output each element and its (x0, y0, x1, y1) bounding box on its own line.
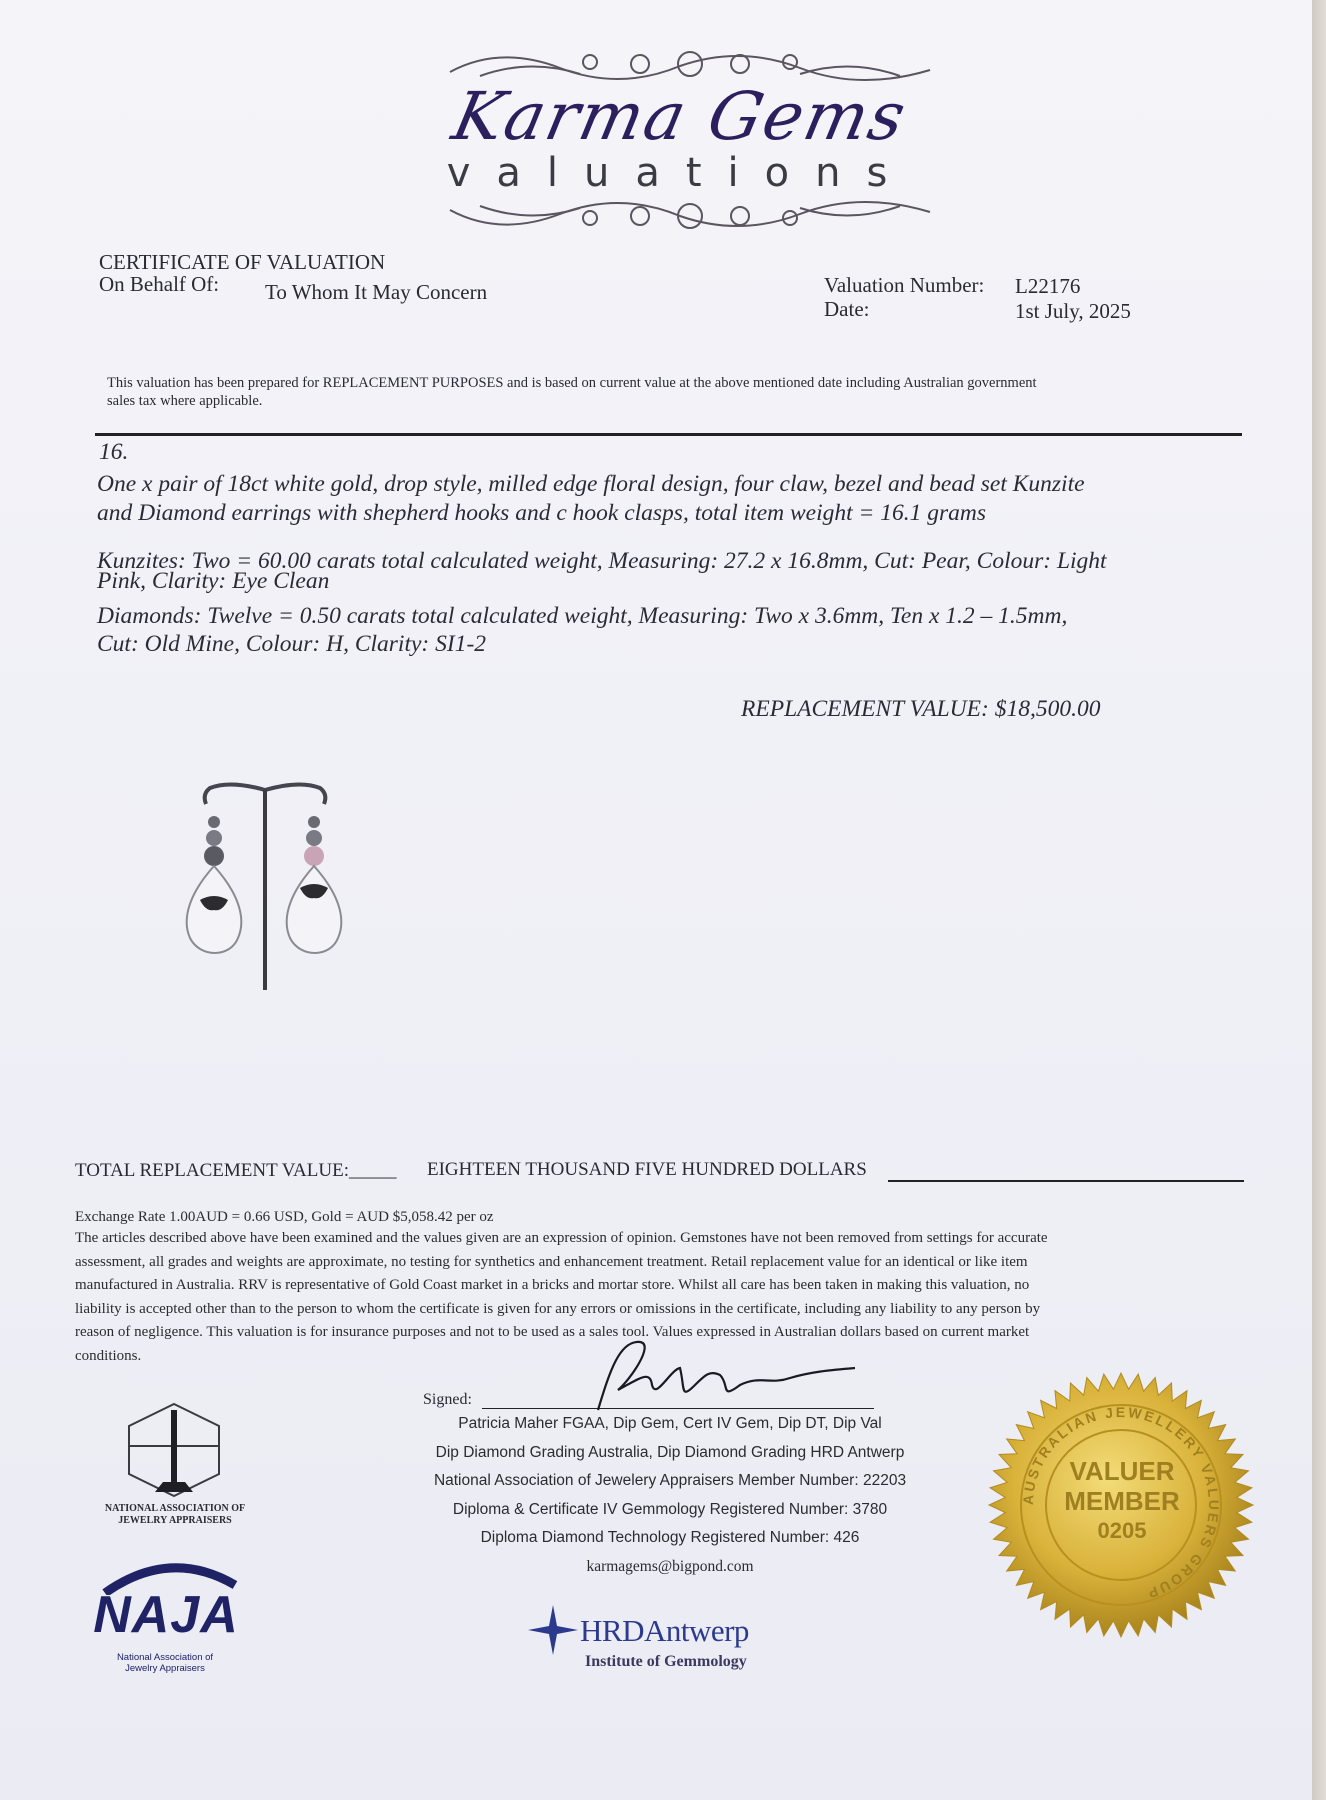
naja-subtitle-1: National Association of (116, 1652, 214, 1663)
signatory-line-5: Diploma Diamond Technology Registered Number: 426 (480, 1529, 860, 1546)
kunzites-line-2: Pink, Clarity: Eye Clean (97, 568, 330, 594)
signatory-line-4: Diploma & Certificate IV Gemmology Registered Number: 3780 (452, 1500, 888, 1518)
purpose-note-line-2: sales tax where applicable. (107, 393, 263, 409)
hrd-subtitle: Institute of Gemmology (585, 1653, 747, 1670)
earrings-photo (170, 770, 360, 1000)
seal-line-2: MEMBER (1064, 1486, 1180, 1516)
naja-small-text-1: NATIONAL ASSOCIATION OF (104, 1503, 246, 1514)
certificate-title: CERTIFICATE OF VALUATION (99, 250, 386, 274)
total-underline (888, 1180, 1244, 1182)
signatory-line-3: National Association of Jewelery Appraisers Member Number: 22203 (433, 1472, 907, 1489)
disclaimer-line-6: conditions. (75, 1348, 142, 1364)
seal-line-1: VALUER (1069, 1456, 1175, 1486)
seal-ring-text: AUSTRALIAN JEWELLERY VALUERS GROUP (1019, 1403, 1223, 1603)
item-number: 16. (99, 439, 129, 465)
signatory-line-1: Patricia Maher FGAA, Dip Gem, Cert IV Gem, Dip DT, Dip Val (458, 1415, 882, 1432)
on-behalf-value: To Whom It May Concern (265, 280, 488, 304)
item-description-2: and Diamond earrings with shepherd hooks and c hook clasps, total item weight = 16.1 grams (97, 500, 987, 526)
signatory-line-2: Dip Diamond Grading Australia, Dip Diamond Grading HRD Antwerp (435, 1443, 905, 1461)
header-divider (95, 433, 1242, 436)
date-value: 1st July, 2025 (1015, 299, 1131, 323)
hrd-star-icon (528, 1605, 578, 1655)
ornament-bottom (440, 192, 940, 242)
valuation-number-label: Valuation Number: (824, 273, 985, 297)
signatory-email: karmagems@bigpond.com (586, 1557, 754, 1575)
disclaimer-line-1: The articles described above have been examined and the values given are an expression of opinion. Gemstones have not been removed from settings for accurate (75, 1230, 1048, 1246)
valuation-number: L22176 (1015, 274, 1081, 298)
logo-script: Karma Gems (446, 78, 914, 155)
seal-center-text (1032, 1456, 1212, 1546)
naja-subtitle (95, 1652, 235, 1674)
handwritten-signature (570, 1330, 860, 1420)
hrd-logo-text: HRDAntwerp (580, 1613, 749, 1648)
naja-small-logo-text (90, 1503, 260, 1527)
total-value: EIGHTEEN THOUSAND FIVE HUNDRED DOLLARS (427, 1159, 867, 1180)
page-edge (1312, 0, 1326, 1800)
naja-small-text-2: JEWELRY APPRAISERS (118, 1515, 232, 1526)
total-label: TOTAL REPLACEMENT VALUE:_____ (75, 1160, 397, 1181)
purpose-note-line-1: This valuation has been prepared for REPLACEMENT PURPOSES and is based on current value at the above mentioned date including Australian government (107, 375, 1037, 391)
exchange-rate: Exchange Rate 1.00AUD = 0.66 USD, Gold = AUD $5,058.42 per oz (75, 1209, 494, 1225)
signatory-details (370, 1410, 970, 1581)
disclaimer-line-3: manufactured in Australia. RRV is representative of Gold Coast market in a bricks and mortar store. Whilst all care has been taken in making this valuation, no (75, 1277, 1030, 1293)
diamonds-line-1: Diamonds: Twelve = 0.50 carats total calculated weight, Measuring: Two x 3.6mm, Ten x 1.2 – 1.5mm, (97, 603, 1068, 629)
on-behalf-label: On Behalf Of: (99, 272, 220, 296)
scales-logo-icon (115, 1400, 233, 1500)
signed-label: Signed: (423, 1391, 472, 1408)
item-description-1: One x pair of 18ct white gold, drop style, milled edge floral design, four claw, bezel and bead set Kunzite (97, 471, 1085, 497)
logo-subtitle: valuations (446, 150, 914, 196)
disclaimer-line-4: liability is accepted other than to the person to whom the certificate is given for any errors or omissions in the certificate, including any liability to any person by (75, 1301, 1041, 1317)
disclaimer-line-5: reason of negligence. This valuation is for insurance purposes and not to be used as a sales tool. Values expressed in Australian dollars based on current market (75, 1324, 1030, 1340)
date-label: Date: (824, 297, 870, 321)
seal-line-3: 0205 (1097, 1518, 1147, 1543)
naja-logo-text: NAJA (93, 1586, 239, 1644)
diamonds-line-2: Cut: Old Mine, Colour: H, Clarity: SI1-2 (97, 631, 487, 657)
naja-subtitle-2: Jewelry Appraisers (125, 1663, 205, 1674)
replacement-value: REPLACEMENT VALUE: $18,500.00 (741, 696, 1101, 722)
disclaimer-line-2: assessment, all grades and weights are approximate, no testing for synthetics and enhancement treatment. Retail replacement value for an identical or like item (75, 1254, 1028, 1270)
kunzites-line-1: Kunzites: Two = 60.00 carats total calculated weight, Measuring: 27.2 x 16.8mm, Cut: Pear, Colour: Light (97, 548, 1107, 574)
